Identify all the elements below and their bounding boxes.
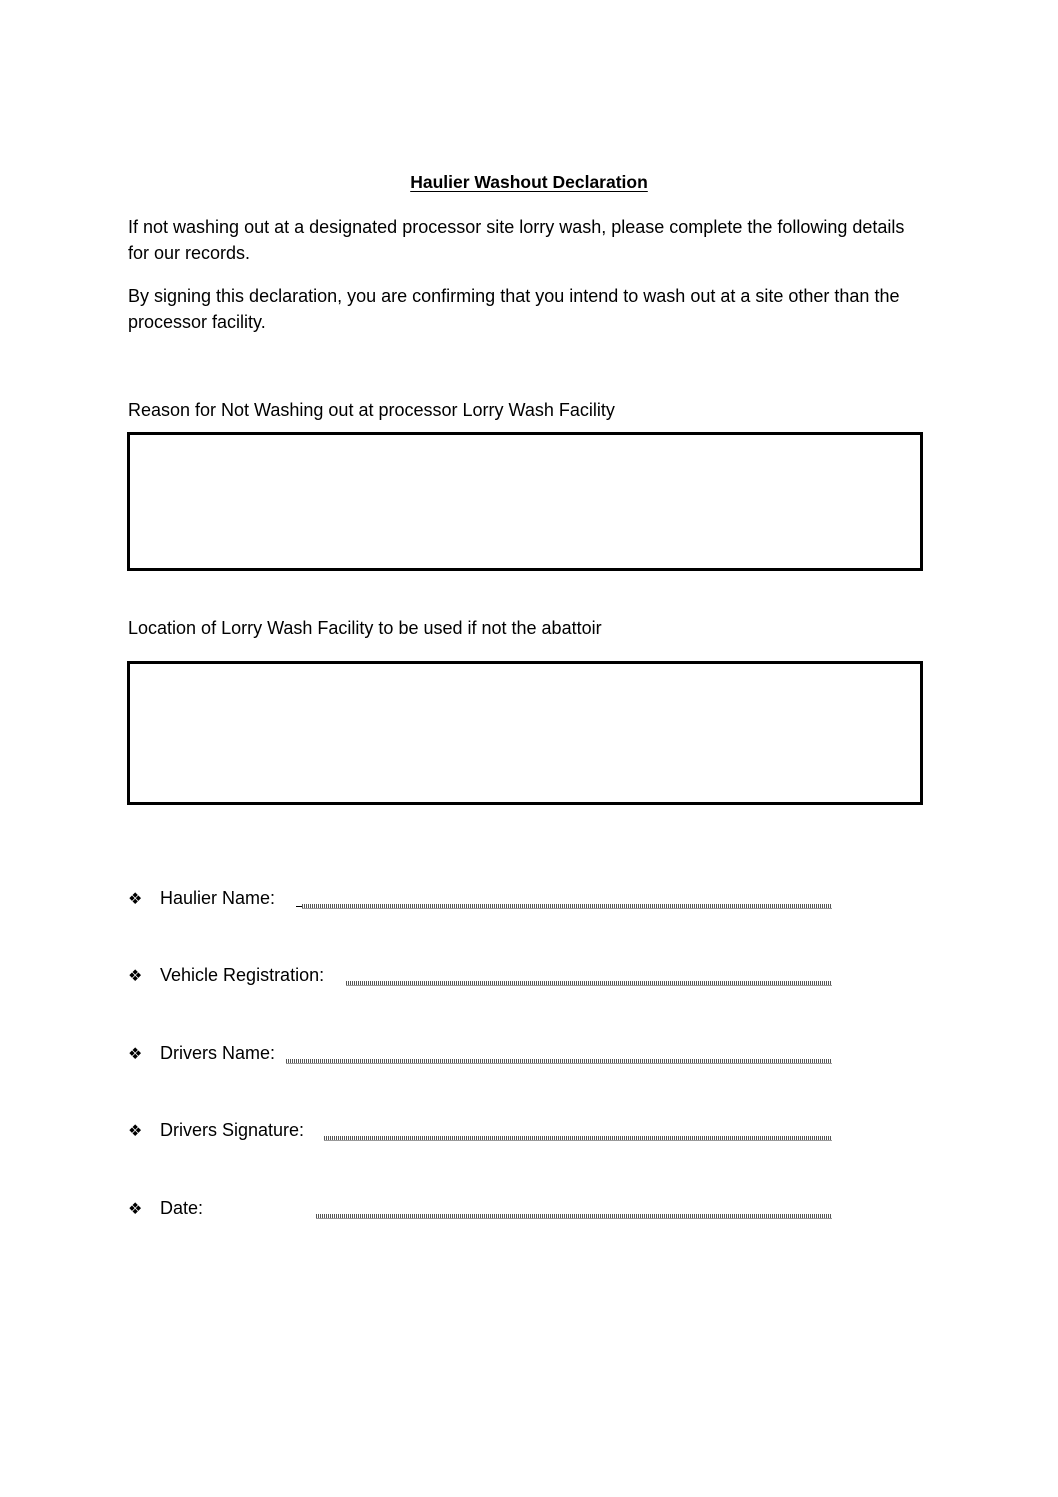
haulier-name-label: Haulier Name: <box>160 888 276 908</box>
drivers-name-label: Drivers Name: <box>160 1043 276 1063</box>
diamond-bullet-icon: ❖ <box>128 1121 143 1140</box>
diamond-bullet-icon: ❖ <box>128 966 143 985</box>
location-label: Location of Lorry Wash Facility to be used if not the abattoir <box>128 618 602 638</box>
drivers-name-field <box>128 1042 848 1066</box>
drivers-signature-input-line[interactable] <box>324 1136 832 1141</box>
vehicle-registration-label: Vehicle Registration: <box>160 965 325 985</box>
vehicle-registration-input-line[interactable] <box>346 981 832 986</box>
confirmation-paragraph: By signing this declaration, you are confirming that you intend to wash out at a site other than the processor facility. <box>128 286 900 332</box>
date-input-line[interactable] <box>316 1214 832 1219</box>
haulier-name-input-line[interactable] <box>302 904 832 909</box>
diamond-bullet-icon: ❖ <box>128 1199 143 1218</box>
date-field <box>128 1197 848 1221</box>
drivers-name-input-line[interactable] <box>286 1059 832 1064</box>
page-title: Haulier Washout Declaration <box>410 172 648 192</box>
date-label: Date: <box>160 1198 204 1218</box>
vehicle-registration-field <box>128 964 848 988</box>
location-textbox[interactable] <box>127 661 923 805</box>
diamond-bullet-icon: ❖ <box>128 889 143 908</box>
diamond-bullet-icon: ❖ <box>128 1044 143 1063</box>
reason-textbox[interactable] <box>127 432 923 571</box>
reason-label: Reason for Not Washing out at processor Lorry Wash Facility <box>128 400 615 420</box>
drivers-signature-label: Drivers Signature: <box>160 1120 305 1140</box>
intro-paragraph: If not washing out at a designated processor site lorry wash, please complete the following details for our records. <box>128 217 905 263</box>
haulier-name-field <box>128 887 848 911</box>
drivers-signature-field <box>128 1119 848 1143</box>
